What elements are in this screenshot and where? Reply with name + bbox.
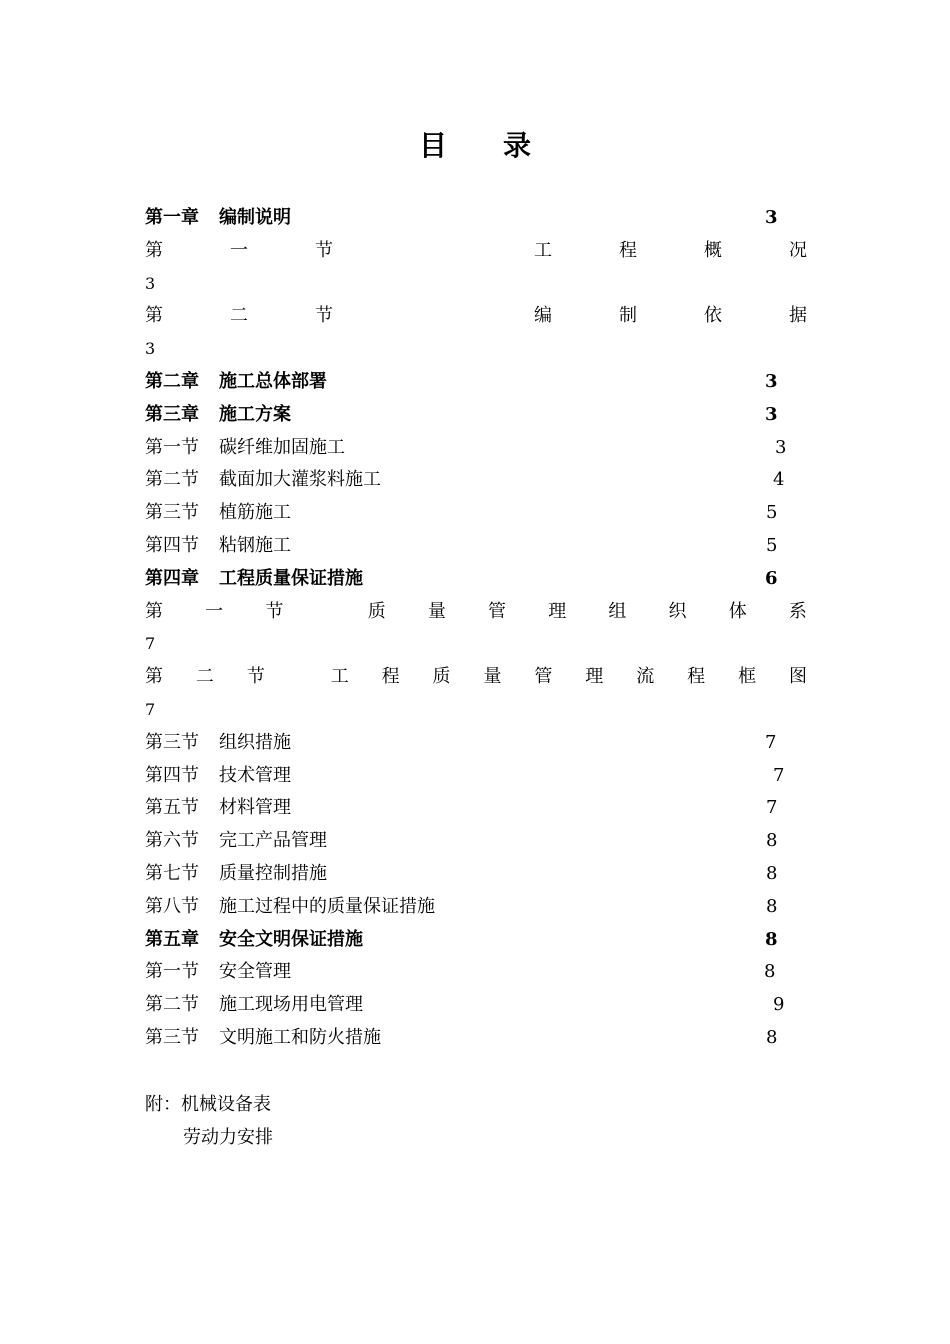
toc-entry-char: 量 [427,600,446,622]
toc-entry-number: 第四节 [145,764,199,786]
toc-entry-char: 据 [789,305,807,327]
toc-entry-number: 第五章 [145,928,199,950]
toc-entry-char: 框 [738,666,757,688]
toc-entry-number: 第二节 [145,469,199,491]
toc-chapter-entry[interactable] [145,563,807,596]
toc-chapter-entry[interactable] [145,399,807,432]
toc-section-entry[interactable] [145,989,807,1022]
toc-entry-title: 植筋施工 [219,502,291,524]
toc-entry-title: 施工过程中的质量保证措施 [219,895,435,917]
toc-entry-number: 第一章 [145,207,199,228]
toc-entry-title: 施工总体部署 [219,370,327,392]
toc-entry-page-number: 5 [766,502,778,524]
toc-entry-page-number: 7 [766,797,778,819]
toc-entry-page-number: 7 [145,699,156,719]
toc-entry-char: 体 [728,600,747,622]
toc-entry-char: 一 [205,600,224,622]
toc-entry-number: 第二章 [145,370,199,392]
toc-entry-page-number: 3 [765,370,778,392]
toc-entry-label [145,399,291,432]
toc-entry-label [145,366,327,399]
toc-entry-label [145,727,291,760]
toc-entry-page-number: 8 [766,895,778,917]
toc-section-entry[interactable] [145,464,807,497]
toc-entry-char: 理 [585,666,604,688]
toc-entry-label [145,432,345,465]
toc-entry-char: 第 [145,600,163,622]
toc-entry-justified[interactable] [145,300,807,333]
toc-section-entry[interactable] [145,825,807,858]
toc-chapter-entry[interactable] [145,924,807,957]
appendix-line-equipment: 附：机械设备表 [145,1094,271,1115]
toc-section-entry[interactable] [145,530,807,563]
toc-entry-justified[interactable] [145,661,807,694]
toc-entry-char: 流 [636,666,655,688]
toc-entry-title: 材料管理 [219,797,291,819]
toc-entry-char: 第 [145,305,163,327]
toc-entry-number: 第三章 [145,403,199,425]
toc-entry-char: 第 [145,666,163,688]
toc-section-entry[interactable] [145,956,807,989]
toc-entry-justified[interactable] [145,596,807,629]
title-char-1: 目 [418,129,447,162]
toc-entry-title: 施工现场用电管理 [219,994,363,1016]
toc-entry-page-number: 9 [773,994,785,1016]
toc-entry-number: 第五节 [145,797,199,819]
toc-entry-char: 节 [315,305,333,327]
toc-entry-page-number: 7 [765,731,777,753]
toc-entry-char: 一 [230,239,248,261]
toc-entry-title: 质量控制措施 [219,862,327,884]
toc-entry-char: 质 [432,666,451,688]
toc-entry-title: 碳纤维加固施工 [219,436,345,458]
toc-entry-char: 组 [608,600,627,622]
toc-entry-label [145,1022,381,1055]
toc-entry-label [145,497,291,530]
title-char-2: 录 [503,129,532,162]
toc-section-entry[interactable] [145,792,807,825]
toc-entry-number: 第六节 [145,830,199,852]
toc-entry-number: 第四节 [145,534,199,556]
toc-entry-char: 二 [230,305,248,327]
toc-entry-char: 编 [534,305,552,327]
toc-entry-label [145,563,363,596]
toc-entry-number: 第三节 [145,502,199,524]
toc-entry-char: 工 [534,239,552,261]
toc-entry-label [145,924,363,957]
toc-entry-page-number: 5 [766,534,778,556]
table-of-contents [145,202,807,1055]
toc-entry-char: 系 [788,600,807,622]
toc-entry-title: 粘钢施工 [219,534,291,556]
toc-entry-char: 量 [483,666,502,688]
toc-entry-number: 第二节 [145,994,199,1016]
toc-entry-page-number: 8 [766,830,778,852]
toc-entry-char: 程 [619,239,637,261]
page-title [0,124,950,164]
toc-entry-page-number: 6 [765,567,778,589]
toc-entry-page-number: 8 [765,928,778,950]
toc-entry-char: 图 [788,666,807,688]
toc-entry-title: 完工产品管理 [219,830,327,852]
toc-entry-justified[interactable] [145,235,807,268]
toc-section-entry[interactable] [145,891,807,924]
toc-section-entry[interactable] [145,497,807,530]
toc-entry-char: 二 [195,666,214,688]
toc-entry-char: 况 [789,239,807,261]
toc-entry-page-number: 7 [773,764,785,786]
toc-entry-number: 第三节 [145,1026,199,1048]
toc-entry-char: 节 [315,239,333,261]
toc-entry-char: 质 [367,600,386,622]
toc-entry-char: 第 [145,239,163,261]
toc-entry-page-number: 8 [766,1026,778,1048]
toc-entry-title: 编制说明 [219,207,291,228]
toc-entry-label [145,858,327,891]
toc-entry-title: 截面加大灌浆料施工 [219,469,381,491]
toc-entry-char: 节 [246,666,265,688]
appendix-line-labor: 劳动力安排 [183,1127,273,1148]
toc-entry-title: 工程质量保证措施 [219,567,363,589]
toc-chapter-entry[interactable] [145,366,807,399]
toc-entry-label [145,530,291,563]
toc-entry-char: 理 [548,600,567,622]
toc-entry-char: 程 [381,666,400,688]
toc-section-entry[interactable] [145,727,807,760]
toc-entry-page-number: 3 [765,207,778,228]
toc-entry-number: 第三节 [145,731,199,753]
toc-entry-title: 组织措施 [219,731,291,753]
toc-entry-char: 依 [704,305,722,327]
toc-entry-label [145,956,291,989]
toc-entry-char: 管 [534,666,553,688]
toc-section-entry[interactable] [145,760,807,793]
toc-entry-label [145,464,381,497]
toc-entry-number: 第八节 [145,895,199,917]
toc-section-entry[interactable] [145,1022,807,1055]
toc-entry-title: 安全文明保证措施 [219,928,363,950]
toc-entry-char: 节 [265,600,284,622]
toc-entry-page-number: 8 [766,862,778,884]
toc-entry-page-number: 3 [765,403,778,425]
toc-entry-page-number: 3 [775,436,787,458]
toc-section-entry[interactable] [145,432,807,465]
toc-entry-page-number: 3 [145,273,156,293]
toc-entry-char: 程 [687,666,706,688]
toc-entry-title: 技术管理 [219,764,291,786]
toc-entry-char: 工 [330,666,349,688]
toc-chapter-entry[interactable] [145,202,807,235]
toc-entry-title: 安全管理 [219,961,291,983]
toc-section-entry[interactable] [145,858,807,891]
toc-entry-label [145,202,291,235]
toc-entry-char: 制 [619,305,637,327]
toc-entry-page-number: 4 [773,469,785,491]
toc-entry-page-number: 8 [764,961,776,983]
toc-entry-number: 第四章 [145,567,199,589]
toc-entry-number: 第一节 [145,961,199,983]
toc-entry-page-number: 7 [145,634,156,654]
toc-entry-number: 第七节 [145,862,199,884]
toc-entry-label [145,825,327,858]
toc-entry-title: 施工方案 [219,403,291,425]
toc-entry-label [145,792,291,825]
toc-entry-page-number: 3 [145,339,156,359]
toc-entry-char: 概 [704,239,722,261]
toc-entry-label [145,989,363,1022]
toc-entry-label [145,891,435,924]
toc-entry-title: 文明施工和防火措施 [219,1026,381,1048]
toc-entry-label [145,760,291,793]
appendix [145,1088,273,1154]
toc-entry-char: 管 [488,600,507,622]
toc-entry-char: 织 [668,600,687,622]
toc-entry-number: 第一节 [145,436,199,458]
